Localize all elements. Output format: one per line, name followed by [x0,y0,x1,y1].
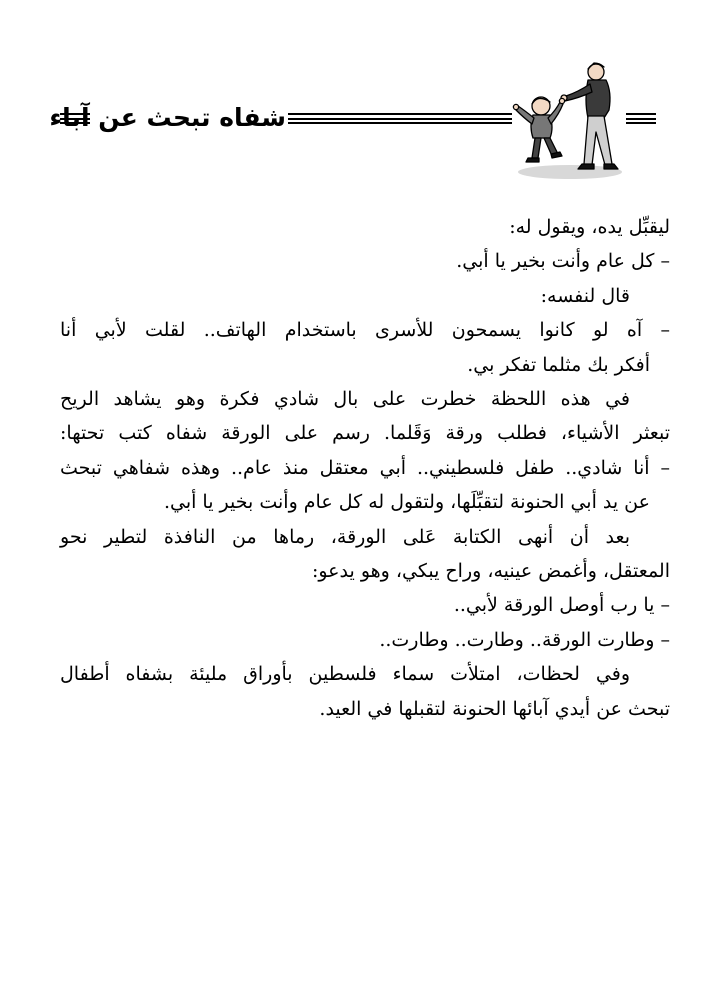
page-header [0,0,720,200]
father-and-child-running-illustration [508,52,630,182]
dialogue-line: – أنا شادي.. طفل فلسطيني.. أبي معتقل منذ عام.. وهذه شفاهي تبحث [60,456,670,479]
dialogue-line: – وطارت الورقة.. وطارت.. وطارت.. [379,628,670,651]
text-line: قال لنفسه: [540,284,630,307]
text-line: ليقبِّل يده، ويقول له: [509,216,670,238]
dialogue-line: عن يد أبي الحنونة لتقبِّلَها، ولتقول له كل عام وأنت بخير يا أبي. [163,491,650,514]
paragraph-line: تبعثر الأشياء، فطلب ورقة وَقَلما. رسم على الورقة شفاه كتب تحتها: [60,422,670,445]
decorative-rule-middle [288,113,512,124]
story-text [60,210,670,726]
paragraph-line: بعد أن أنهى الكتابة عَلى الورقة، رماها من النافذة لتطير نحو [60,525,630,548]
dialogue-line: أفكر بك مثلما تفكر بي. [467,353,650,376]
dialogue-line: – يا رب أوصل الورقة لأبي.. [453,594,670,617]
chapter-title: شفاه تبحث عن آباء [49,103,286,132]
paragraph-line: تبحث عن أيدي آبائها الحنونة لتقبلها في العيد. [319,697,670,720]
decorative-rule-right [626,113,656,124]
paragraph-line: وفي لحظات، امتلأت سماء فلسطين بأوراق مليئة بشفاه أطفال [60,663,630,686]
paragraph-line: في هذه اللحظة خطرت على بال شادي فكرة وهو يشاهد الريح [60,388,630,411]
paragraph-line: المعتقل، وأغمض عينيه، وراح يبكي، وهو يدعو: [311,560,670,583]
dialogue-line: – آه لو كانوا يسمحون للأسرى باستخدام الهاتف.. لقلت لأبي أنا [60,319,670,342]
dialogue-line: – كل عام وأنت بخير يا أبي. [456,250,670,273]
